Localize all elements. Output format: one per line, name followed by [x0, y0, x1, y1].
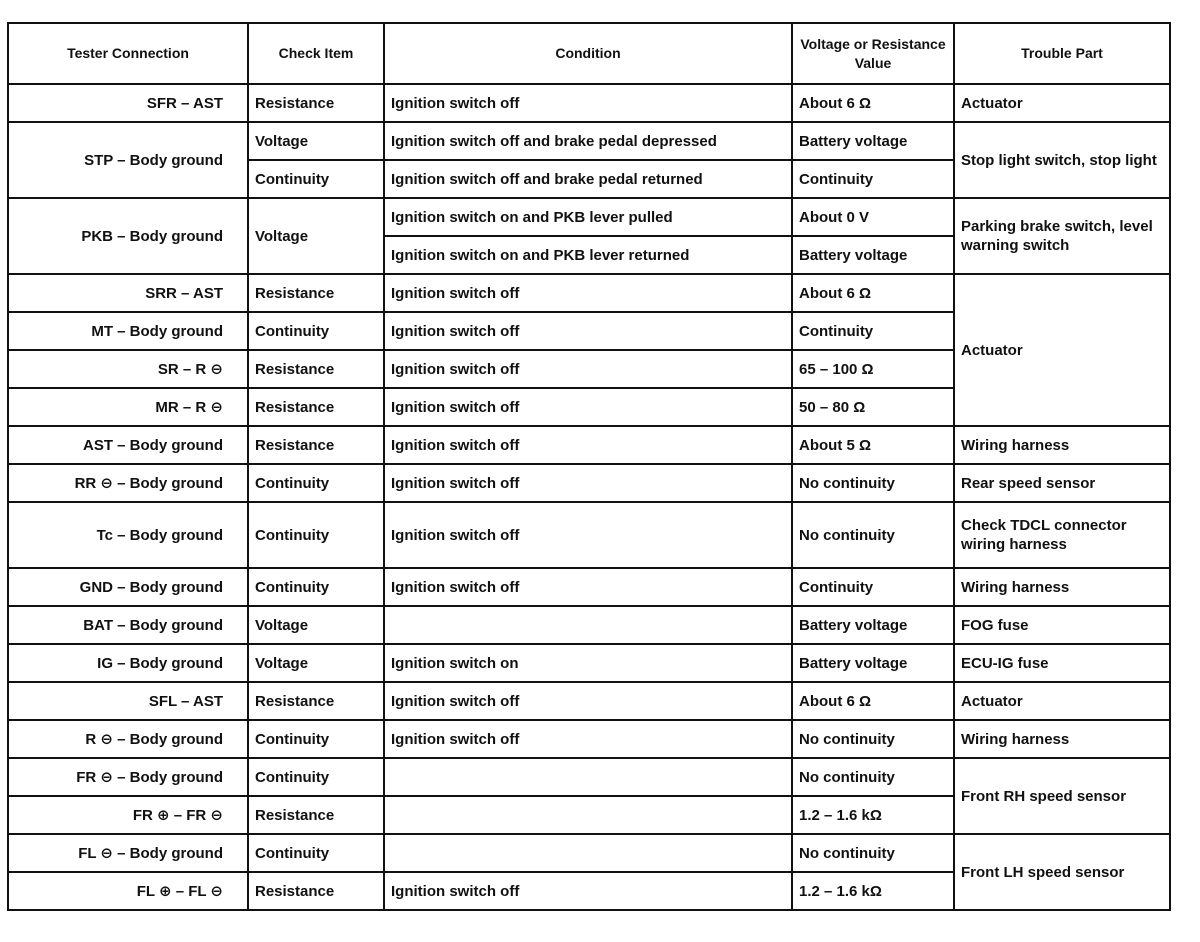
check-item-cell: Resistance — [248, 682, 384, 720]
terminal-check-table — [7, 22, 1171, 911]
check-item-cell: Continuity — [248, 568, 384, 606]
tester-connection-cell: MR – R ⊖ — [8, 388, 248, 426]
value-cell: No continuity — [792, 464, 954, 502]
value-cell: Continuity — [792, 568, 954, 606]
condition-cell: Ignition switch off — [384, 388, 792, 426]
check-item-cell: Resistance — [248, 872, 384, 910]
header-trouble-part: Trouble Part — [954, 23, 1170, 84]
table-row — [8, 758, 1170, 796]
trouble-part-cell: FOG fuse — [954, 606, 1170, 644]
check-item-cell: Continuity — [248, 834, 384, 872]
check-item-cell: Resistance — [248, 350, 384, 388]
trouble-part-cell: Front LH speed sensor — [954, 834, 1170, 910]
condition-cell: Ignition switch off — [384, 720, 792, 758]
table-row — [8, 274, 1170, 312]
value-cell: About 6 Ω — [792, 274, 954, 312]
table-row — [8, 122, 1170, 160]
value-cell: 1.2 – 1.6 kΩ — [792, 796, 954, 834]
table-row — [8, 502, 1170, 568]
tester-connection-cell: PKB – Body ground — [8, 198, 248, 274]
condition-cell: Ignition switch off — [384, 350, 792, 388]
value-cell: About 0 V — [792, 198, 954, 236]
table-row — [8, 644, 1170, 682]
table-row — [8, 682, 1170, 720]
condition-cell: Ignition switch off — [384, 682, 792, 720]
table-row — [8, 834, 1170, 872]
tester-connection-cell: MT – Body ground — [8, 312, 248, 350]
condition-cell: Ignition switch off — [384, 274, 792, 312]
check-item-cell: Voltage — [248, 198, 384, 274]
tester-connection-cell: SFR – AST — [8, 84, 248, 122]
header-tester-connection: Tester Connection — [8, 23, 248, 84]
tester-connection-cell: AST – Body ground — [8, 426, 248, 464]
tester-connection-cell: FL ⊖ – Body ground — [8, 834, 248, 872]
condition-cell — [384, 796, 792, 834]
check-item-cell: Voltage — [248, 606, 384, 644]
trouble-part-cell: Wiring harness — [954, 720, 1170, 758]
tester-connection-cell: STP – Body ground — [8, 122, 248, 198]
check-item-cell: Resistance — [248, 388, 384, 426]
condition-cell: Ignition switch off — [384, 502, 792, 568]
tester-connection-cell: BAT – Body ground — [8, 606, 248, 644]
check-item-cell: Resistance — [248, 796, 384, 834]
condition-cell: Ignition switch on and PKB lever pulled — [384, 198, 792, 236]
value-cell: About 6 Ω — [792, 84, 954, 122]
trouble-part-cell: Stop light switch, stop light — [954, 122, 1170, 198]
tester-connection-cell: Tc – Body ground — [8, 502, 248, 568]
table-row — [8, 84, 1170, 122]
value-cell: About 5 Ω — [792, 426, 954, 464]
check-item-cell: Continuity — [248, 758, 384, 796]
header-check-item: Check Item — [248, 23, 384, 84]
condition-cell: Ignition switch off — [384, 312, 792, 350]
condition-cell: Ignition switch off — [384, 426, 792, 464]
check-item-cell: Continuity — [248, 160, 384, 198]
trouble-part-cell: Actuator — [954, 84, 1170, 122]
check-item-cell: Continuity — [248, 720, 384, 758]
value-cell: 50 – 80 Ω — [792, 388, 954, 426]
value-cell: No continuity — [792, 758, 954, 796]
trouble-part-cell: Parking brake switch, level warning switch — [954, 198, 1170, 274]
condition-cell: Ignition switch off — [384, 464, 792, 502]
tester-connection-cell: SRR – AST — [8, 274, 248, 312]
trouble-part-cell: Wiring harness — [954, 426, 1170, 464]
check-item-cell: Voltage — [248, 122, 384, 160]
header-row — [8, 23, 1170, 84]
table-row — [8, 464, 1170, 502]
table-row — [8, 198, 1170, 236]
header-condition: Condition — [384, 23, 792, 84]
value-cell: No continuity — [792, 502, 954, 568]
condition-cell: Ignition switch off and brake pedal depressed — [384, 122, 792, 160]
check-item-cell: Voltage — [248, 644, 384, 682]
condition-cell: Ignition switch off and brake pedal returned — [384, 160, 792, 198]
check-item-cell: Resistance — [248, 274, 384, 312]
tester-connection-cell: RR ⊖ – Body ground — [8, 464, 248, 502]
tester-connection-cell: GND – Body ground — [8, 568, 248, 606]
value-cell: 1.2 – 1.6 kΩ — [792, 872, 954, 910]
tester-connection-cell: IG – Body ground — [8, 644, 248, 682]
tester-connection-cell: R ⊖ – Body ground — [8, 720, 248, 758]
condition-cell — [384, 758, 792, 796]
check-item-cell: Continuity — [248, 312, 384, 350]
table-row — [8, 426, 1170, 464]
trouble-part-cell: Actuator — [954, 274, 1170, 426]
check-item-cell: Resistance — [248, 426, 384, 464]
condition-cell: Ignition switch on and PKB lever returned — [384, 236, 792, 274]
value-cell: Battery voltage — [792, 236, 954, 274]
check-item-cell: Resistance — [248, 84, 384, 122]
condition-cell: Ignition switch off — [384, 84, 792, 122]
value-cell: Battery voltage — [792, 606, 954, 644]
value-cell: No continuity — [792, 834, 954, 872]
tester-connection-cell: FR ⊖ – Body ground — [8, 758, 248, 796]
condition-cell — [384, 834, 792, 872]
condition-cell: Ignition switch on — [384, 644, 792, 682]
header-value: Voltage or Resistance Value — [792, 23, 954, 84]
value-cell: Continuity — [792, 312, 954, 350]
value-cell: 65 – 100 Ω — [792, 350, 954, 388]
trouble-part-cell: Front RH speed sensor — [954, 758, 1170, 834]
condition-cell: Ignition switch off — [384, 568, 792, 606]
tester-connection-cell: SFL – AST — [8, 682, 248, 720]
table-row — [8, 720, 1170, 758]
condition-cell — [384, 606, 792, 644]
check-item-cell: Continuity — [248, 464, 384, 502]
trouble-part-cell: Rear speed sensor — [954, 464, 1170, 502]
tester-connection-cell: FL ⊕ – FL ⊖ — [8, 872, 248, 910]
trouble-part-cell: Actuator — [954, 682, 1170, 720]
table-row — [8, 568, 1170, 606]
value-cell: Continuity — [792, 160, 954, 198]
tester-connection-cell: SR – R ⊖ — [8, 350, 248, 388]
trouble-part-cell: Check TDCL connector wiring harness — [954, 502, 1170, 568]
tester-connection-cell: FR ⊕ – FR ⊖ — [8, 796, 248, 834]
diagnostic-table-sheet — [7, 22, 1171, 911]
value-cell: About 6 Ω — [792, 682, 954, 720]
trouble-part-cell: ECU-IG fuse — [954, 644, 1170, 682]
condition-cell: Ignition switch off — [384, 872, 792, 910]
trouble-part-cell: Wiring harness — [954, 568, 1170, 606]
check-item-cell: Continuity — [248, 502, 384, 568]
value-cell: Battery voltage — [792, 644, 954, 682]
value-cell: No continuity — [792, 720, 954, 758]
table-row — [8, 606, 1170, 644]
value-cell: Battery voltage — [792, 122, 954, 160]
